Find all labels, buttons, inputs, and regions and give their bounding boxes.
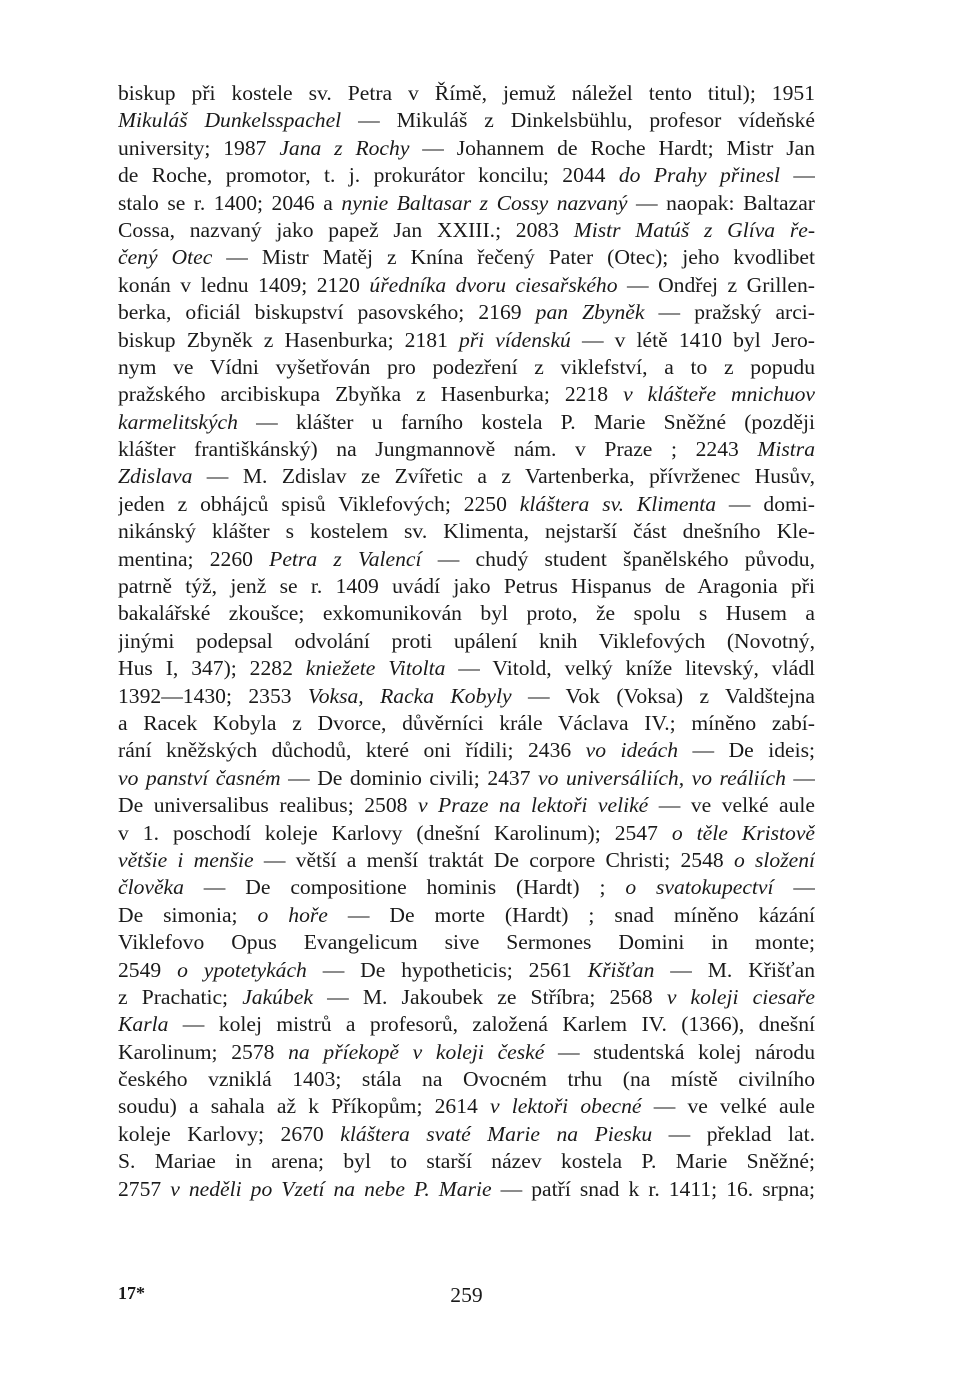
text-run: — [773,875,815,900]
text-run: Karolinum; 2578 [118,1039,289,1064]
text-run: university; 1987 [118,135,280,160]
italic-text: Mistra [757,437,815,462]
italic-text: Křišťan [587,957,655,982]
italic-text: Karla [118,1012,169,1037]
text-line [118,354,815,381]
text-run: — větší a menší traktát De corpore Christi; 2548 [253,847,734,872]
text-line [118,518,815,545]
text-line [118,491,815,518]
text-run: — Ondřej z Grillen- [617,272,815,297]
text-run: klášter františkánský) na Jungmannově nám. v Praze ; 2243 [118,437,758,462]
page-number: 259 [450,1283,483,1307]
text-run: — De ideis; [678,738,815,763]
text-line [118,409,815,436]
text-run: z Prachatic; [118,984,243,1009]
text-run: — Vok (Voksa) z Valdštejna [511,683,815,708]
italic-text: o svatokupectví [625,875,774,900]
text-run: De simonia; [118,902,258,927]
text-run: biskup při kostele sv. Petra v Římě, jemuž náležel tento titul); 1951 [118,81,815,105]
text-run: — ve velké aule [648,793,815,818]
text-run: Viklefovo Opus Evangelicum sive Sermones Domini in monte; [118,930,815,955]
text-run: — klášter u farního kostela P. Marie Sněžné (později [237,409,815,434]
italic-text: o těle Kristově [671,820,815,845]
italic-text: vo universáliích, vo reáliích [538,765,786,790]
text-run: jeden z obhájců spisů Viklefových; 2250 [118,491,520,516]
italic-text: o složení [733,847,815,872]
text-line [118,929,815,956]
italic-text: do Prahy přinesl [618,163,780,188]
text-run: mentina; 2260 [118,546,270,571]
text-run: českého vzniklá 1403; stála na Ovocném trhu (na místě civilního [118,1067,815,1092]
italic-text: v Praze na lektoři veliké [417,793,649,818]
page-footer [118,1283,815,1313]
text-line [118,1121,815,1148]
text-run: S. Mariae in arena; byl to starší název kostela P. Marie Sněžné; [118,1149,815,1174]
text-run: stalo se r. 1400; 2046 a [118,190,342,215]
text-run: soudu) a sahala až k Příkopům; 2614 [118,1094,491,1119]
text-run: 2757 [118,1176,171,1201]
text-line [118,683,815,710]
italic-text: na příekopě v koleji české [288,1039,545,1064]
italic-text: Jakúbek [242,984,313,1009]
text-run: nym ve Vídni vyšetřován pro podezření z viklefství, a to z popudu [118,354,815,379]
italic-text: vo ideách [585,738,679,763]
text-run: — De morte (Hardt) ; snad míněno kázání [327,902,815,927]
italic-text: čený Otec [118,245,213,270]
text-run: — naopak: Baltazar [627,190,815,215]
text-run: jinými podepsal odvolání proti upálení knih Viklefových (Novotný, [118,628,815,653]
text-run: — M. Jakoubek ze Stříbra; 2568 [312,984,667,1009]
text-run: — domi- [716,491,815,516]
italic-text: v lektoři obecné [490,1094,642,1119]
text-line [118,1176,815,1203]
text-run: — studentská kolej národu [544,1039,815,1064]
text-line [118,381,815,408]
italic-text: karmelitských [118,409,238,434]
text-line [118,902,815,929]
text-line [118,600,815,627]
italic-text: člověka [118,875,184,900]
text-line [118,792,815,819]
text-run: — Vitold, velký kníže litevský, vládl [445,656,815,681]
text-run: — Mikuláš z Dinkelsbühlu, profesor vídeňské [341,108,815,133]
text-run: Hus I, 347); 2282 [118,656,306,681]
italic-text: Zdislava [118,464,193,489]
italic-text: pan Zbyněk [535,300,645,325]
text-run: de Roche, promotor, t. j. prokurátor koncilu; 2044 [118,163,619,188]
text-line [118,847,815,874]
text-run: 1392—1430; 2353 [118,683,308,708]
text-run: — M. Zdislav ze Zvířetic a z Vartenberka, přívrženec Husův, [192,464,815,489]
text-line [118,327,815,354]
text-run: — De hypotheticis; 2561 [306,957,588,982]
text-run: — De compositione hominis (Hardt) ; [183,875,626,900]
signature-mark: 17* [118,1283,145,1303]
text-run: 2549 [118,957,178,982]
italic-text: kniežete Vitolta [305,656,446,681]
text-run: — ve velké aule [641,1094,815,1119]
italic-text: o hoře [257,902,328,927]
text-line [118,1011,815,1038]
italic-text: při vídenskú [458,327,571,352]
text-run: Cossa, nazvaný jako papež Jan XXIII.; 2083 [118,217,574,242]
text-run: De universalibus realibus; 2508 [118,793,418,818]
text-line [118,820,815,847]
text-run: — [785,765,815,790]
body-text [118,80,815,1203]
text-run: — patří snad k r. 1411; 16. srpna; [491,1176,815,1201]
italic-text: Voksa, Racka Kobyly [307,683,512,708]
text-line [118,107,815,134]
text-run: — Mistr Matěj z Knína řečený Pater (Otec); jeho kvodlibet [212,245,815,270]
italic-text: kláštera svaté Marie na Piesku [340,1121,653,1146]
text-run: — v létě 1410 byl Jero- [570,327,815,352]
italic-text: úředníka dvoru ciesařského [369,272,618,297]
text-line [118,546,815,573]
text-line [118,765,815,792]
text-line [118,628,815,655]
text-line [118,874,815,901]
text-run: — kolej mistrů a profesorů, založená Karlem IV. (1366), dnešní [168,1012,815,1037]
text-run: a Racek Kobyla z Dvorce, důvěrníci krále Václava IV.; míněno zabí- [118,710,815,735]
text-run: rání kněžských důchodů, které oni řídili; 2436 [118,738,586,763]
text-line [118,190,815,217]
text-run: patrně týž, jenž se r. 1409 uvádí jako Petrus Hispanus de Aragonia při [118,574,815,599]
text-line [118,1039,815,1066]
italic-text: Mikuláš Dunkelsspachel [118,108,342,133]
text-line [118,436,815,463]
text-line [118,299,815,326]
italic-text: o ypotetykách [177,957,307,982]
text-line [118,244,815,271]
italic-text: Mistr Matúš z Glíva ře- [573,217,815,242]
text-line [118,984,815,1011]
text-run: koleje Karlovy; 2670 [118,1121,341,1146]
text-line [118,1066,815,1093]
text-line [118,135,815,162]
text-line [118,1093,815,1120]
italic-text: kláštera sv. Klimenta [519,491,717,516]
text-run: biskup Zbyněk z Hasenburka; 2181 [118,327,459,352]
text-run: — pražský arci- [644,300,815,325]
text-line [118,655,815,682]
text-run: — chudý student španělského původu, [421,546,815,571]
text-run: pražského arcibiskupa Zbyňka z Hasenburka; 2218 [118,382,624,407]
text-line [118,217,815,244]
text-line [118,80,815,107]
italic-text: Jana z Rochy [279,135,410,160]
text-line [118,957,815,984]
text-run: — [780,163,815,188]
text-line [118,272,815,299]
text-run: berka, oficiál biskupství pasovského; 2169 [118,300,536,325]
italic-text: v klášteře mnichuov [623,382,815,407]
text-run: — De dominio civili; 2437 [280,765,539,790]
text-line [118,710,815,737]
text-line [118,573,815,600]
italic-text: v koleji ciesaře [666,984,815,1009]
text-run: bakalářské zkoušce; exkomunikován byl proto, že spolu s Husem a [118,601,815,626]
italic-text: vo panství časném [118,765,281,790]
text-line [118,162,815,189]
text-run: v 1. poschodí koleje Karlovy (dnešní Karolinum); 2547 [118,820,672,845]
text-line [118,463,815,490]
italic-text: Petra z Valencí [269,546,422,571]
text-run: — M. Křišťan [654,957,815,982]
italic-text: většie i menšie [118,847,254,872]
text-line [118,737,815,764]
italic-text: nynie Baltasar z Cossy nazvaný [341,190,628,215]
text-run: — překlad lat. [652,1121,815,1146]
italic-text: v neděli po Vzetí na nebe P. Marie [170,1176,492,1201]
text-run: nikánský klášter s kostelem sv. Klimenta, nejstarší část dnešního Kle- [118,519,815,544]
text-line [118,1148,815,1175]
text-run: — Johannem de Roche Hardt; Mistr Jan [409,135,815,160]
text-run: konán v lednu 1409; 2120 [118,272,370,297]
